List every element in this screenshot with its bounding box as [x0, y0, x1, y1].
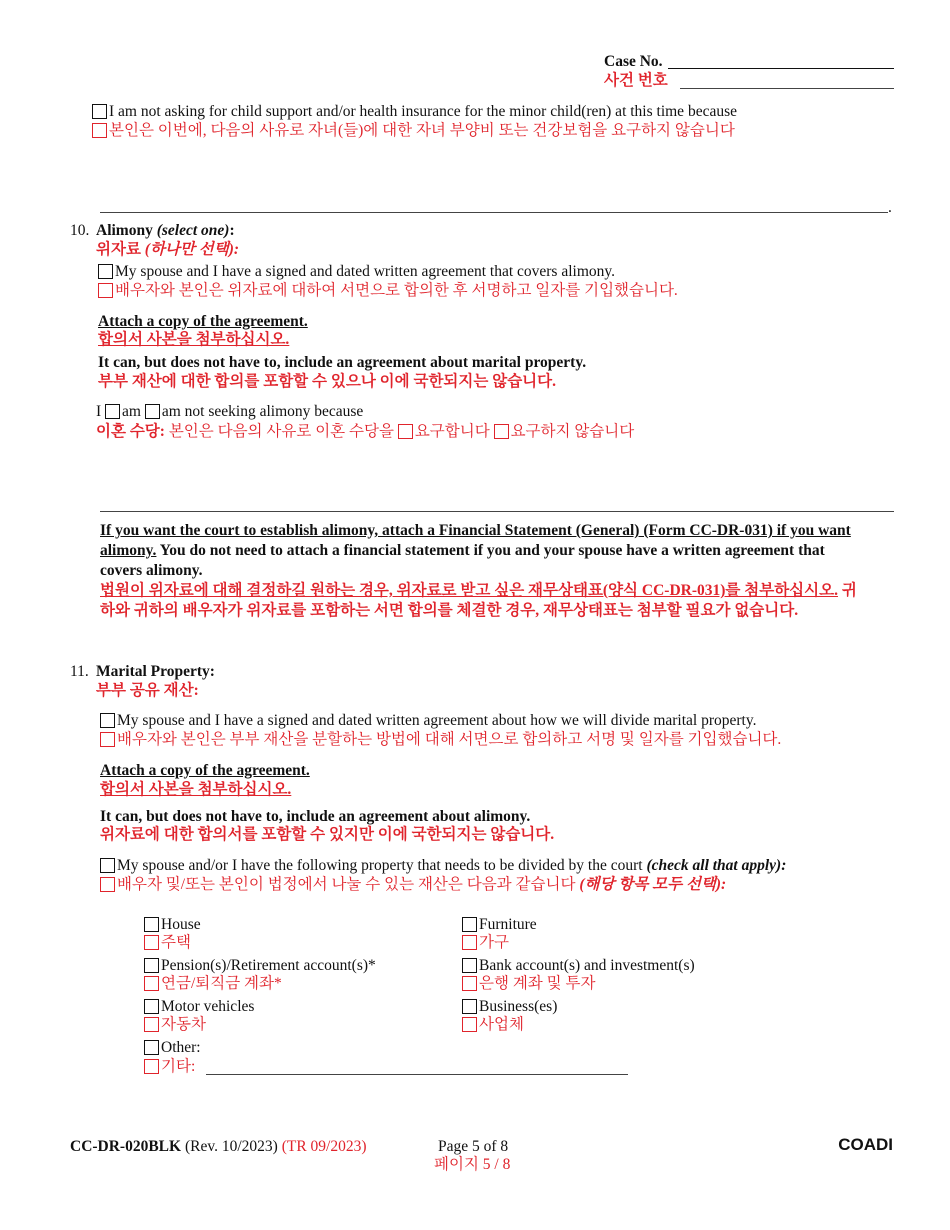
business-checkbox[interactable] [462, 999, 477, 1014]
property-divide-checkbox[interactable] [100, 858, 115, 873]
item-label-ko: 자동차 [161, 1016, 206, 1033]
vehicles-checkbox-ko[interactable] [144, 1017, 159, 1032]
item-label-ko: 가구 [479, 934, 509, 951]
alimony-attach: Attach a copy of the agreement. [98, 313, 308, 330]
fin-note-ko: 귀하와 귀하의 배우자가 위자료를 포함하는 서면 합의를 체결한 경우, 재무상태표는 첨부할 필요가 없습니다. [100, 582, 857, 619]
child-support-checkbox[interactable] [92, 104, 107, 119]
item-business-ko [462, 1015, 524, 1034]
property-agreement-checkbox-ko[interactable] [100, 732, 115, 747]
alimony-title: Alimony [96, 222, 153, 239]
item-house [144, 915, 201, 934]
seek-no-ko: 요구하지 않습니다 [510, 423, 635, 440]
seek-label-ko: 이혼 수당: [96, 423, 165, 440]
alimony-seek-row-ko [96, 422, 634, 441]
item-label: Furniture [479, 916, 537, 933]
financial-statement-note-ko [100, 581, 870, 621]
property-attach-ko: 합의서 사본을 첨부하십시오. [100, 781, 292, 798]
property-divide-checkbox-ko[interactable] [100, 877, 115, 892]
seek-am-not: am not seeking alimony because [161, 403, 364, 420]
translation-rev: (TR 09/2023) [281, 1138, 367, 1155]
seek-text-ko: 본인은 다음의 사유로 이혼 수당을 [168, 423, 394, 440]
house-checkbox-ko[interactable] [144, 935, 159, 950]
other-checkbox-ko[interactable] [144, 1059, 159, 1074]
property-include-ko: 위자료에 대한 합의서를 포함할 수 있지만 이에 국한되지는 않습니다. [100, 826, 555, 843]
seek-yes-ko: 요구합니다 [414, 423, 490, 440]
item-label-ko: 주택 [161, 934, 191, 951]
item-pension-ko [144, 974, 282, 993]
property-agreement-text: My spouse and I have a signed and dated written agreement about how we will divide marital property. [117, 712, 757, 729]
divide-text: My spouse and/or I have the following property that needs to be divided by the court [117, 857, 643, 874]
alimony-agreement-option-ko [98, 281, 678, 300]
property-include: It can, but does not have to, include an agreement about alimony. [100, 808, 531, 825]
item-house-ko [144, 933, 191, 952]
furniture-checkbox-ko[interactable] [462, 935, 477, 950]
item-furniture [462, 915, 537, 934]
alimony-agreement-checkbox-ko[interactable] [98, 283, 113, 298]
seek-yes-checkbox-ko[interactable] [398, 424, 413, 439]
item-label-ko: 은행 계좌 및 투자 [479, 975, 596, 992]
form-number: CC-DR-020BLK [70, 1138, 182, 1155]
property-attach: Attach a copy of the agreement. [100, 762, 310, 779]
section-10-title [96, 221, 235, 240]
item-label: Motor vehicles [161, 998, 255, 1015]
child-support-text-ko: 본인은 이번에, 다음의 사유로 자녀(들)에 대한 자녀 부양비 또는 건강보험을 요구하지 않습니다 [109, 122, 735, 139]
property-agreement-checkbox[interactable] [100, 713, 115, 728]
alimony-title-ko: 위자료 [96, 241, 141, 258]
item-label-ko: 기타: [161, 1058, 196, 1075]
footer-form-id [70, 1137, 367, 1156]
section-10-title-ko [96, 240, 239, 259]
section-11-number: 11. [70, 663, 89, 680]
house-checkbox[interactable] [144, 917, 159, 932]
divide-note: (check all that apply): [646, 857, 787, 874]
item-label-ko: 사업체 [479, 1016, 524, 1033]
child-support-text: I am not asking for child support and/or health insurance for the minor child(ren) at this time because [109, 103, 737, 120]
property-divide-option-ko [100, 875, 726, 894]
item-bank [462, 956, 695, 975]
property-agreement-option [100, 711, 756, 730]
item-label: Other: [161, 1039, 201, 1056]
alimony-attach-ko: 합의서 사본을 첨부하십시오. [98, 331, 290, 348]
alimony-reason-line[interactable] [100, 511, 894, 512]
item-bank-ko [462, 974, 595, 993]
case-no-label: Case No. [604, 53, 663, 70]
vehicles-checkbox[interactable] [144, 999, 159, 1014]
divide-note-ko: (해당 항목 모두 선택): [579, 876, 727, 893]
section-10-number: 10. [70, 222, 90, 239]
alimony-note: (select one) [156, 222, 230, 239]
alimony-seek-row [96, 402, 363, 421]
item-furniture-ko [462, 933, 509, 952]
alimony-agreement-checkbox[interactable] [98, 264, 113, 279]
seek-i: I [96, 403, 102, 420]
property-agreement-text-ko: 배우자와 본인은 부부 재산을 분할하는 방법에 대해 서면으로 합의하고 서명 및 일자를 기입했습니다. [117, 731, 782, 748]
am-not-checkbox[interactable] [145, 404, 160, 419]
item-other [144, 1038, 201, 1057]
fin-note-underlined: If you want the court to establish alimony, attach a Financial Statement (General) (Form CC-DR-031) if you want alimony. [100, 522, 851, 559]
item-label: House [161, 916, 201, 933]
property-divide-option [100, 856, 786, 875]
page-number: Page 5 of 8 [438, 1138, 509, 1155]
page-number-ko: 페이지 5 / 8 [434, 1156, 511, 1173]
case-no-field-ko [680, 88, 894, 89]
pension-checkbox[interactable] [144, 958, 159, 973]
other-checkbox[interactable] [144, 1040, 159, 1055]
child-support-option [92, 102, 737, 121]
seek-no-checkbox-ko[interactable] [494, 424, 509, 439]
section-11-title-ko: 부부 공유 재산: [96, 682, 199, 699]
org-logo-text: COADI [838, 1135, 893, 1154]
divide-text-ko: 배우자 및/또는 본인이 법정에서 나눌 수 있는 재산은 다음과 같습니다 [117, 876, 576, 893]
business-checkbox-ko[interactable] [462, 1017, 477, 1032]
bank-checkbox[interactable] [462, 958, 477, 973]
seek-am: am [122, 403, 141, 420]
colon: : [229, 222, 235, 239]
fin-note: You do not need to attach a financial statement if you and your spouse have a written agreement that covers alimony. [100, 542, 825, 579]
alimony-include: It can, but does not have to, include an agreement about marital property. [98, 354, 587, 371]
alimony-include-ko: 부부 재산에 대한 합의를 포함할 수 있으나 이에 국한되지는 않습니다. [98, 373, 556, 390]
child-support-option-ko [92, 121, 735, 140]
financial-statement-note [100, 521, 870, 581]
item-other-ko [144, 1057, 195, 1076]
child-support-reason-line[interactable] [100, 212, 888, 213]
bank-checkbox-ko[interactable] [462, 976, 477, 991]
item-label: Business(es) [479, 998, 558, 1015]
alimony-agreement-text-ko: 배우자와 본인은 위자료에 대하여 서면으로 합의한 후 서명하고 일자를 기입했습니다. [115, 282, 678, 299]
item-label: Bank account(s) and investment(s) [479, 957, 695, 974]
case-no-label-ko: 사건 번호 [604, 72, 668, 89]
item-vehicles [144, 997, 254, 1016]
item-pension [144, 956, 376, 975]
other-field[interactable] [206, 1074, 628, 1075]
alimony-note-ko: (하나만 선택): [144, 241, 240, 258]
section-11-title: Marital Property: [96, 663, 215, 680]
fin-note-underlined-ko: 법원이 위자료에 대해 결정하길 원하는 경우, 위자료로 받고 싶은 재무상태표(양식 CC-DR-031)를 첨부하십시오. [100, 582, 838, 599]
am-checkbox[interactable] [105, 404, 120, 419]
item-label-ko: 연금/퇴직금 계좌* [161, 975, 282, 992]
pension-checkbox-ko[interactable] [144, 976, 159, 991]
alimony-agreement-text: My spouse and I have a signed and dated written agreement that covers alimony. [115, 263, 616, 280]
revision: (Rev. 10/2023) [184, 1138, 278, 1155]
furniture-checkbox[interactable] [462, 917, 477, 932]
case-no-field[interactable] [668, 68, 894, 69]
item-label: Pension(s)/Retirement account(s)* [161, 957, 376, 974]
child-support-checkbox-ko[interactable] [92, 123, 107, 138]
period: . [888, 199, 892, 216]
item-vehicles-ko [144, 1015, 206, 1034]
alimony-agreement-option [98, 262, 615, 281]
property-agreement-option-ko [100, 730, 781, 749]
item-business [462, 997, 557, 1016]
